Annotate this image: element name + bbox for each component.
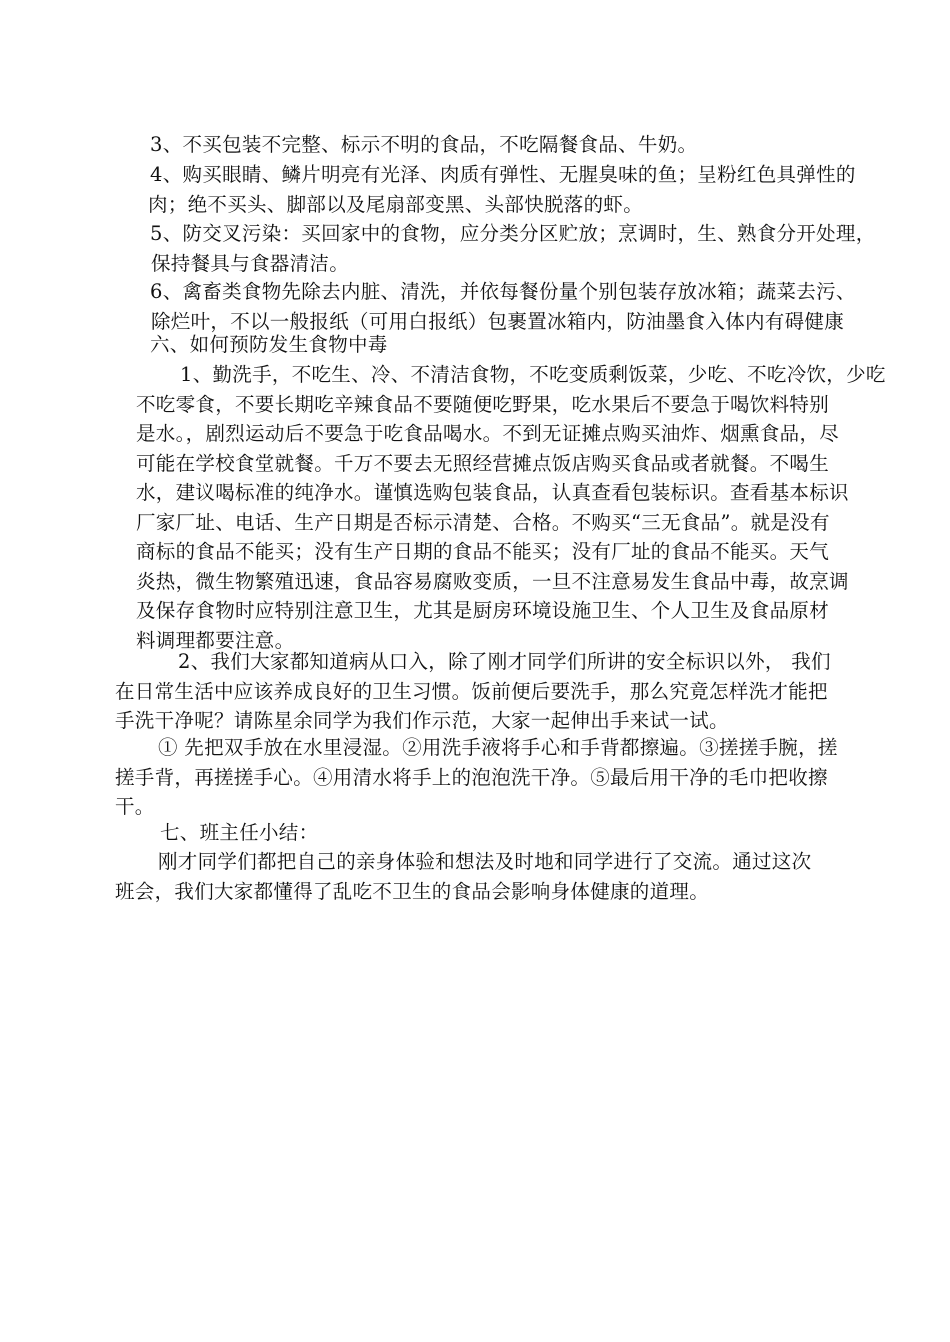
text-line: 刚才同学们都把自己的亲身体验和想法及时地和同学进行了交流。通过这次 — [158, 850, 812, 873]
text-line: 搓手背，再搓搓手心。④用清水将手上的泡泡洗干净。⑤最后用干净的毛巾把收擦 — [115, 765, 828, 789]
heading-text: 六、如何预防发生食物中毒 — [150, 333, 388, 356]
text-line: 不吃零食，不要长期吃辛辣食品不要随便吃野果，吃水果后不要急于喝饮料特别 — [136, 392, 830, 416]
paragraph-item-5 — [150, 219, 895, 278]
paragraph-item-6 — [150, 277, 890, 336]
paragraph-handwash-steps — [115, 733, 885, 822]
text-line: 手洗干净呢？请陈星余同学为我们作示范，大家一起伸出手来试一试。 — [115, 709, 729, 732]
paragraph-prevention-2 — [115, 647, 885, 736]
text-line: 肉；绝不买头、脚部以及尾扇部变黑、头部快脱落的虾。 — [148, 192, 644, 216]
text-line: 2、我们大家都知道病从口入，除了刚才同学们所讲的安全标识以外， 我们 — [178, 650, 831, 673]
paragraph-item-3 — [150, 130, 890, 160]
text-line: ① 先把双手放在水里浸湿。②用洗手液将手心和手背都擦遍。③搓搓手腕，搓 — [158, 736, 838, 759]
heading-text: 七、班主任小结： — [160, 821, 319, 844]
text-line: 厂家厂址、电话、生产日期是否标示清楚、合格。不购买“三无食品”。就是没有 — [136, 510, 830, 534]
text-line: 6、禽畜类食物先除去内脏、清洗，并依每餐份量个别包装存放冰箱；蔬菜去污、 — [150, 280, 856, 303]
text-line: 4、购买眼睛、鳞片明亮有光泽、肉质有弹性、无腥臭味的鱼；呈粉红色具弹性的 — [150, 163, 856, 186]
text-line: 及保存食物时应特别注意卫生，尤其是厨房环境设施卫生、个人卫生及食品原材 — [136, 599, 830, 622]
paragraph-summary — [115, 847, 885, 906]
text-line: 可能在学校食堂就餐。千万不要去无照经营摊点饭店购买食品或者就餐。不喝生 — [136, 451, 830, 475]
text-line: 班会，我们大家都懂得了乱吃不卫生的食品会影响身体健康的道理。 — [115, 879, 710, 903]
text-line: 在日常生活中应该养成良好的卫生习惯。饭前便后要洗手，那么究竟怎样洗才能把 — [115, 679, 828, 703]
text-line: 5、防交叉污染：买回家中的食物，应分类分区贮放；烹调时，生、熟食分开处理， — [150, 222, 876, 245]
text-line: 料调理都要注意。 — [136, 628, 295, 652]
text-line: 商标的食品不能买；没有生产日期的食品不能买；没有厂址的食品不能买。天气 — [136, 540, 830, 563]
text-line: 1、勤洗手，不吃生、冷、不清洁食物，不吃变质剩饭菜，少吃、不吃冷饮，少吃 — [180, 363, 886, 386]
text-line: 是水。，剧烈运动后不要急于吃食品喝水。不到无证摊点购买油炸、烟熏食品，尽 — [136, 422, 840, 445]
text-line: 干。 — [115, 795, 155, 818]
text-line: 3、不买包装不完整、标示不明的食品，不吃隔餐食品、牛奶。 — [150, 133, 698, 156]
text-line: 炎热，微生物繁殖迅速，食品容易腐败变质，一旦不注意易发生食品中毒，故烹调 — [136, 569, 849, 593]
section-heading-summary — [160, 818, 860, 848]
text-line: 水，建议喝标准的纯净水。谨慎选购包装食品，认真查看包装标识。查看基本标识 — [136, 481, 849, 504]
paragraph-prevention-1 — [136, 360, 886, 655]
text-line: 除烂叶，不以一般报纸（可用白报纸）包裹置冰箱内，防油墨食入体内有碍健康 — [151, 309, 845, 333]
paragraph-item-4 — [150, 160, 890, 219]
text-line: 保持餐具与食器清洁。 — [151, 251, 350, 275]
section-heading-prevention — [150, 330, 890, 360]
